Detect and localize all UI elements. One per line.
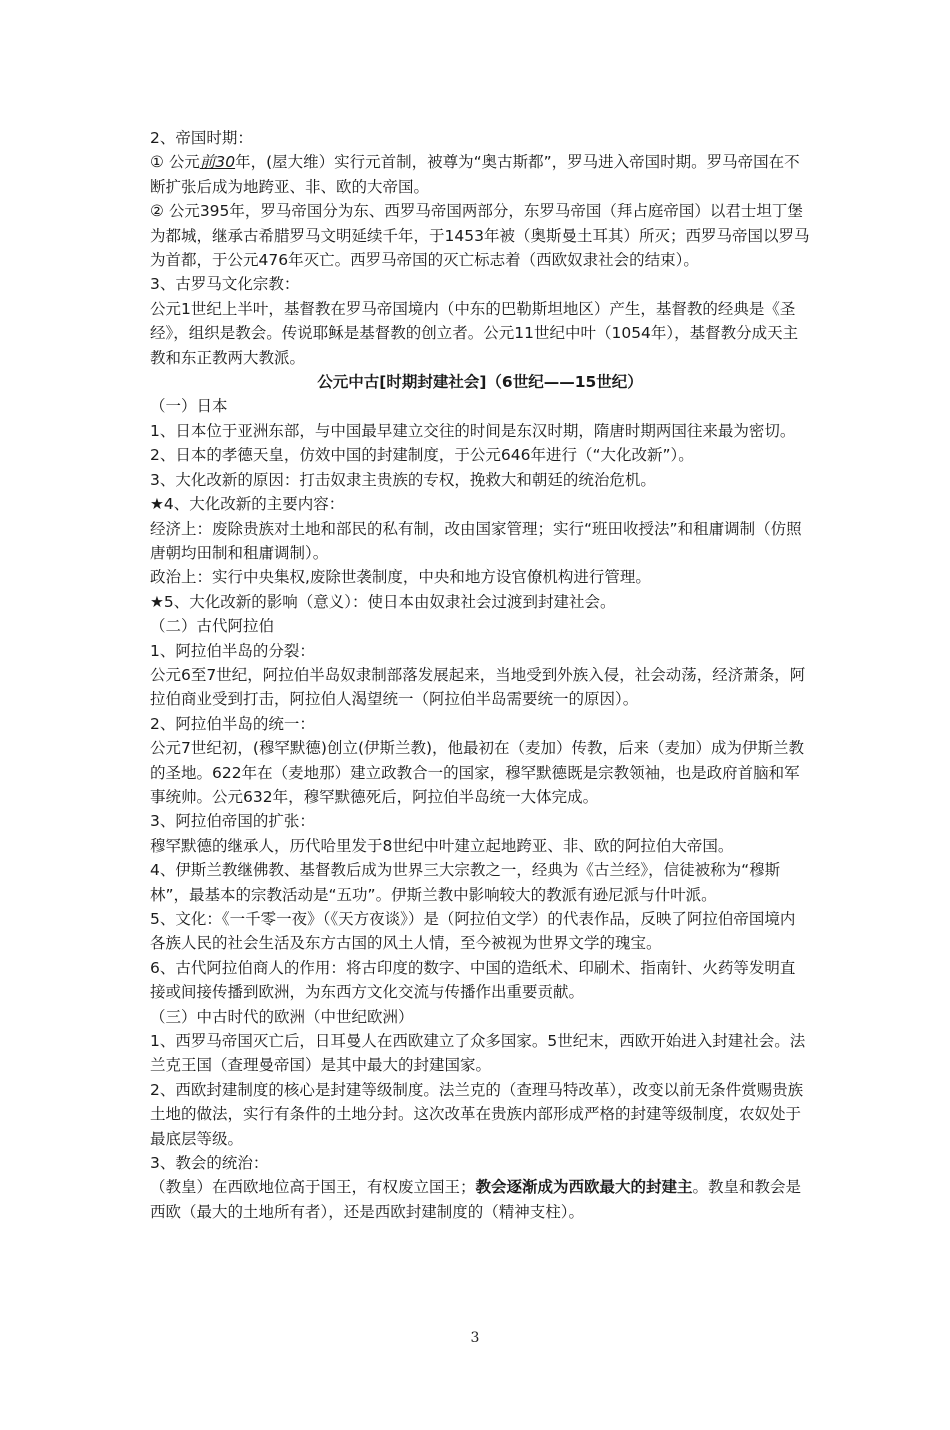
- augustus-prefix: ① 公元: [150, 153, 200, 172]
- arabia-item: 2、阿拉伯半岛的统一：: [150, 714, 315, 733]
- empire-period-heading: 2、帝国时期：: [150, 129, 253, 147]
- church-paragraph: [150, 1175, 810, 1224]
- empire-split-paragraph: ② 公元395年，罗马帝国分为东、西罗马帝国两部分，东罗马帝国（拜占庭帝国）以君士坦丁堡为都城，继承古希腊罗马文明延续千年，于1453年被（奥斯曼土耳其）所灭；西罗马帝国以罗马为首都，于公元476年灭亡。西罗马帝国的灭亡标志着（西欧奴隶社会的结束）。: [150, 202, 810, 270]
- year-30bc: 前30: [199, 153, 236, 172]
- arabia-item: 公元6至7世纪，阿拉伯半岛奴隶制部落发展起来，当地受到外族入侵，社会动荡，经济萧条，阿拉伯商业受到打击，阿拉伯人渴望统一（阿拉伯半岛需要统一的原因）。: [150, 665, 806, 709]
- arabia-item: 5、文化：《一千零一夜》（《天方夜谈》）是（阿拉伯文学）的代表作品，反映了阿拉伯帝国境内各族人民的社会生活及东方古国的风土人情，至今被视为世界文学的瑰宝。: [150, 910, 796, 953]
- japan-item: 2、日本的孝德天皇，仿效中国的封建制度，于公元646年进行（“大化改新”）。: [150, 446, 694, 465]
- roman-culture-heading: 3、古罗马文化宗教：: [150, 275, 300, 294]
- japan-item: ★5、大化改新的影响（意义）：使日本由奴隶社会过渡到封建社会。: [150, 592, 616, 611]
- europe-item: 1、西罗马帝国灭亡后，日耳曼人在西欧建立了众多国家。5世纪末，西欧开始进入封建社会。法兰克王国（查理曼帝国）是其中最大的封建国家。: [150, 1032, 806, 1075]
- japan-title: （一）日本: [150, 397, 228, 416]
- medieval-section-heading: 公元中古[时期封建社会]（6世纪——15世纪）: [317, 373, 643, 392]
- europe-title: （三）中古时代的欧洲（中世纪欧洲）: [150, 1007, 414, 1026]
- europe-item: 2、西欧封建制度的核心是封建等级制度。法兰克的（查理马特改革），改变以前无条件赏赐贵族土地的做法，实行有条件的土地分封。这次改革在贵族内部形成严格的封建等级制度，农奴处于最底层等级。: [150, 1080, 804, 1148]
- church-text-start: （教皇）在西欧地位高于国王，有权废立国王；: [150, 1178, 476, 1197]
- japan-item: 政治上：实行中央集权,废除世袭制度，中央和地方设官僚机构进行管理。: [150, 568, 651, 587]
- japan-item: 3、大化改新的原因：打击奴隶主贵族的专权，挽救大和朝廷的统治危机。: [150, 470, 656, 489]
- arabia-title: （二）古代阿拉伯: [150, 617, 275, 636]
- page-content: [150, 126, 810, 1224]
- europe-item: 3、教会的统治：: [150, 1154, 269, 1173]
- arabia-item: 3、阿拉伯帝国的扩张：: [150, 812, 315, 831]
- church-text-end: 。教皇和教会是西欧（最大的土地所有者），还是西欧封建制度的（精神支柱）。: [150, 1178, 802, 1221]
- arabia-item: 1、阿拉伯半岛的分裂：: [150, 641, 315, 660]
- japan-item: 1、日本位于亚洲东部，与中国最早建立交往的时间是东汉时期，隋唐时期两国往来最为密切。: [150, 421, 796, 440]
- augustus-paragraph: [150, 150, 810, 199]
- arabia-item: 6、古代阿拉伯商人的作用：将古印度的数字、中国的造纸术、印刷术、指南针、火药等发明直接或间接传播到欧洲，为东西方文化交流与传播作出重要贡献。: [150, 958, 796, 1002]
- arabia-item: 穆罕默德的继承人，历代哈里发于8世纪中叶建立起地跨亚、非、欧的阿拉伯大帝国。: [150, 836, 734, 855]
- arabia-item: 公元7世纪初，(穆罕默德)创立(伊斯兰教)，他最初在（麦加）传教，后来（麦加）成为伊斯兰教的圣地。622年在（麦地那）建立政教合一的国家，穆罕默德既是宗教领袖，也是政府首脑和军事统帅。公元632年，穆罕默德死后，阿拉伯半岛统一大体完成。: [150, 739, 805, 806]
- arabia-item: 4、伊斯兰教继佛教、基督教后成为世界三大宗教之一，经典为《古兰经》，信徒被称为“穆斯林”，最基本的宗教活动是“五功”。伊斯兰教中影响较大的教派有逊尼派与什叶派。: [150, 861, 781, 904]
- augustus-text: 年，(屋大维）实行元首制，被尊为“奥古斯都”，罗马进入帝国时期。罗马帝国在不断扩张后成为地跨亚、非、欧的大帝国。: [150, 153, 800, 196]
- japan-item: ★4、大化改新的主要内容：: [150, 495, 345, 514]
- japan-item: 经济上：废除贵族对土地和部民的私有制，改由国家管理；实行“班田收授法”和租庸调制（仿照唐朝均田制和租庸调制）。: [150, 519, 802, 562]
- church-bold-statement: 教会逐渐成为西欧最大的封建主: [475, 1178, 693, 1197]
- page-number: 3: [470, 1330, 480, 1346]
- christianity-paragraph: 公元1世纪上半叶，基督教在罗马帝国境内（中东的巴勒斯坦地区）产生，基督教的经典是《圣经》，组织是教会。传说耶稣是基督教的创立者。公元11世纪中叶（1054年），基督教分成天主教和东正教两大教派。: [150, 299, 799, 367]
